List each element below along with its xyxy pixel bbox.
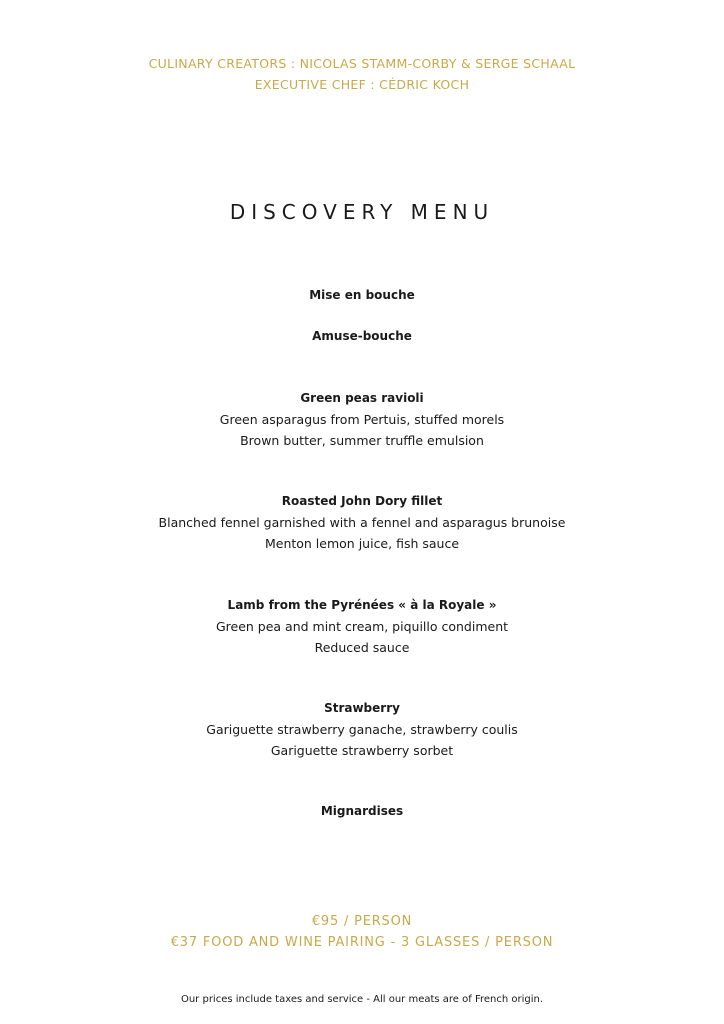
course-description-line: Gariguette strawberry sorbet (270, 743, 454, 758)
footer-note (0, 993, 724, 1007)
culinary-creators: CULINARY CREATORS : NICOLAS STAMM-CORBY & SERGE SCHAAL (148, 56, 576, 71)
course-name: Mignardises (320, 804, 404, 818)
course-amuse-bouche (0, 326, 724, 347)
course-description-line: Green pea and mint cream, piquillo condiment (215, 619, 509, 634)
header-credits (0, 53, 724, 95)
course-description-line: Menton lemon juice, fish sauce (264, 536, 460, 551)
course-strawberry (0, 698, 724, 761)
course-lamb (0, 595, 724, 658)
menu-title: DISCOVERY MENU (229, 200, 495, 224)
course-name: Mise en bouche (309, 288, 415, 302)
course-green-peas-ravioli (0, 388, 724, 451)
course-name: Amuse-bouche (312, 329, 412, 343)
course-name: Lamb from the Pyrénées « à la Royale » (227, 598, 497, 612)
course-description-line: Blanched fennel garnished with a fennel and asparagus brunoise (158, 515, 566, 530)
course-description-line: Reduced sauce (314, 640, 410, 655)
course-name: Roasted John Dory fillet (281, 494, 443, 508)
course-description-line: Brown butter, summer truffle emulsion (240, 433, 484, 448)
course-description-line: Gariguette strawberry ganache, strawberry coulis (206, 722, 518, 737)
course-mise-en-bouche (0, 285, 724, 306)
course-name: Green peas ravioli (300, 391, 424, 405)
legal-note: Our prices include taxes and service - All our meats are of French origin. (180, 994, 544, 1005)
course-name: Strawberry (324, 701, 400, 715)
wine-pairing-price: €37 FOOD AND WINE PAIRING - 3 GLASSES / PERSON (170, 935, 554, 950)
pricing-block (0, 911, 724, 953)
executive-chef: EXECUTIVE CHEF : CÉDRIC KOCH (254, 77, 470, 92)
course-description-line: Green asparagus from Pertuis, stuffed morels (219, 412, 505, 427)
menu-price: €95 / PERSON (311, 914, 413, 929)
course-john-dory (0, 491, 724, 554)
course-mignardises (0, 801, 724, 822)
menu-title-block (0, 200, 724, 224)
